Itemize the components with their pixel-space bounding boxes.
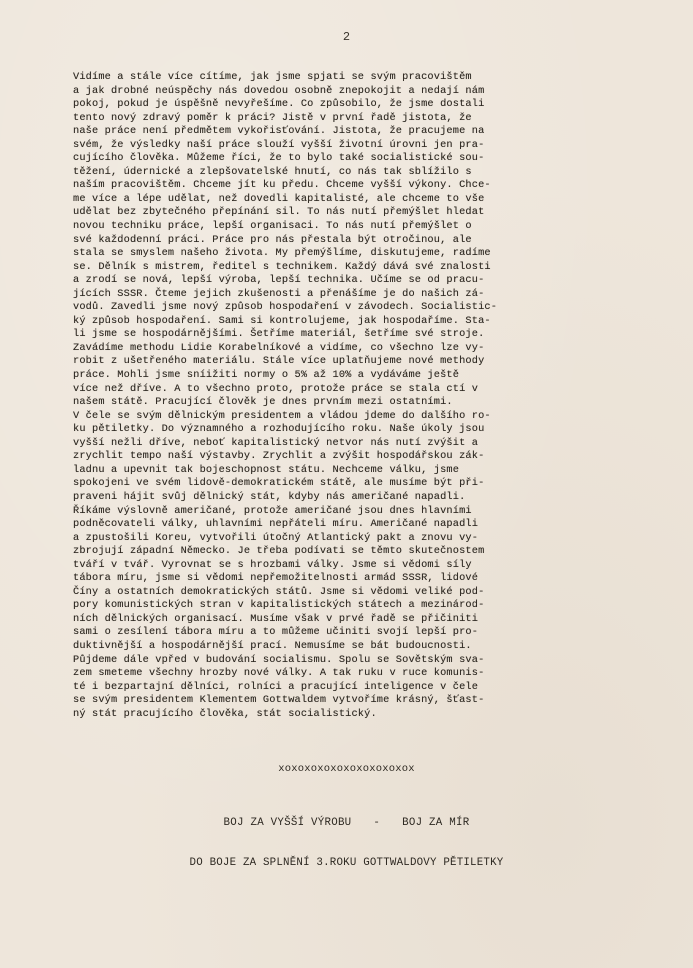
body-line: jících SSSR. Čteme jejich zkušenosti a přenášíme je do našich zá- <box>73 287 485 300</box>
body-line: me více a lépe udělat, než dovedli kapitalisté, ale chceme to vše <box>73 192 485 205</box>
body-line: Číny a ostatních demokratických států. Jsme si vědomi veliké pod- <box>73 585 485 598</box>
body-line: Vidíme a stále více cítíme, jak jsme spjati se svým pracovištěm <box>73 71 472 83</box>
slogan-line <box>0 817 693 829</box>
body-line: tváří v tvář. Vyrovnat se s hrozbami války. Jsme si vědomi síly <box>73 558 472 571</box>
body-line: zrychlit tempo naší výstavby. Zrychlit a zvýšit hospodářskou zák- <box>73 450 485 463</box>
body-line: se svým presidentem Klementem Gottwaldem vytvoříme krásný, šťast- <box>73 694 485 707</box>
body-line: našem státě. Pracující člověk je dnes prvním mezi ostatními. <box>73 396 453 409</box>
closing-slogan: DO BOJE ZA SPLNĚNÍ 3.ROKU GOTTWALDOVY PĚTILETKY <box>189 857 504 869</box>
body-line: podněcovateli války, uhlavními nepřáteli míru. Američané napadli <box>73 518 479 531</box>
body-line: tento nový zdravý poměr k práci? Jistě v první řadě jistota, že <box>73 111 472 124</box>
body-line: vyšší nežli dříve, neboť kapitalistický netvor nás nutí zvýšit a <box>73 436 479 449</box>
body-line: udělat bez zbytečného přepínání sil. To nás nutí přemýšlet hledat <box>73 206 485 219</box>
body-line: té i bezpartajní dělníci, rolníci a pracující inteligence v čele <box>73 680 479 693</box>
body-line: tábora míru, jsme si vědomi nepřemožitelnosti armád SSSR, lidové <box>73 572 479 585</box>
body-line: svém, že výsledky naší práce slouží vyšší životní úrovni jen pra- <box>73 138 485 151</box>
body-line: zem smeteme všechny hrozby nové války. A tak ruku v ruce komunis- <box>73 667 485 680</box>
body-line: novou techniku práce, lepší organisaci. To nás nutí přemýšlet o <box>73 220 472 233</box>
body-line: stala se smyslem našeho života. My přemýšlíme, diskutujeme, radíme <box>73 247 491 260</box>
body-line: těžení, údernické a zlepšovatelské hnutí, co nás tak sblížilo s <box>73 165 472 178</box>
body-line: práce. Mohli jsme sníižiti normy o 5% až 10% a vydáváme ještě <box>73 369 460 382</box>
body-line: sami o zesílení tábora míru a to můžeme učiniti svojí lepší pro- <box>73 626 479 639</box>
body-line: zbrojují západní Německo. Je třeba podívati se těmto skutečnostem <box>73 545 485 558</box>
body-line: cujícího člověka. Můžeme říci, že to bylo také socialistické sou- <box>73 152 485 165</box>
body-line: duktivnější a hospodárnější prací. Nemusíme se bát budoucnosti. <box>73 639 472 652</box>
body-line: vodů. Zavedli jsme nový způsob hospodaření v závodech. Socialistic- <box>73 301 498 314</box>
body-line: a zpustošili Koreu, vytvořili útočný Atlantický pakt a znovu vy- <box>73 531 479 544</box>
body-line: více než dříve. A to všechno proto, protože práce se stala ctí v <box>73 382 479 395</box>
body-line: li jsme se hospodárnějšími. Šetříme materiál, šetříme své stroje. <box>73 328 485 341</box>
body-line: Říkáme výslovně američané, protože američané jsou dnes hlavními <box>73 504 472 517</box>
body-line: pokoj, pokud je úspěšně nevyřešíme. Co způsobilo, že jsme dostali <box>73 98 485 111</box>
body-line: své každodenní práci. Práce pro nás přestala být otročinou, ale <box>73 233 472 246</box>
body-line: robit z ušetřeného materiálu. Stále více uplatňujeme nové methody <box>73 355 485 368</box>
body-line: V čele se svým dělnickým presidentem a vládou jdeme do dalšího ro- <box>73 409 491 422</box>
body-line: Zavádíme methodu Lidie Korabelníkové a vidíme, co všechno lze vy- <box>73 341 485 354</box>
body-line: ních dělnických organisací. Musíme však v prvé řadě se přičiniti <box>73 612 479 625</box>
body-line: ký způsob hospodaření. Sami si kontrolujeme, jak hospodaříme. Sta- <box>73 314 491 327</box>
body-line: Půjdeme dále vpřed v budování socialismu. Spolu se Sovětským sva- <box>73 653 485 666</box>
body-line: a zrodí se nová, lepší výroba, lepší technika. Učíme se od pracu- <box>73 274 485 287</box>
body-line: pory komunistických stran v kapitalistických státech a mezinárod- <box>73 599 485 612</box>
slogan-separator: - <box>373 817 381 829</box>
section-divider: xoxoxoxoxoxoxoxoxoxox <box>278 763 415 775</box>
body-line: ný stát pracujícího člověka, stát socialistický. <box>73 707 377 720</box>
body-text <box>73 71 629 721</box>
body-line: praveni hájit svůj dělnický stát, kdyby nás američané napadli. <box>73 490 466 503</box>
body-line: naše práce není předmětem vykořisťování. Jistota, že pracujeme na <box>73 125 485 138</box>
slogan-left: BOJ ZA VYŠŠÍ VÝROBU <box>223 817 352 829</box>
body-line: a jak drobné neúspěchy nás dovedou osobně znepokojit a nedají nám <box>73 84 485 97</box>
body-line: naším pracovištěm. Chceme jít ku předu. Chceme vyšší výkony. Chce- <box>73 179 491 192</box>
body-line: se. Dělník s mistrem, ředitel s technikem. Každý dává své znalosti <box>73 260 491 273</box>
body-line: ku pětiletky. Do významného a rozhodujícího roku. Naše úkoly jsou <box>73 423 485 436</box>
body-line: ladnu a upevnit tak bojeschopnost státu. Nechceme válku, jsme <box>73 463 460 476</box>
body-line: spokojeni ve svém lidově-demokratickém státě, ale musíme být při- <box>73 477 485 490</box>
slogan-right: BOJ ZA MÍR <box>402 817 470 829</box>
page-number: 2 <box>342 30 351 44</box>
